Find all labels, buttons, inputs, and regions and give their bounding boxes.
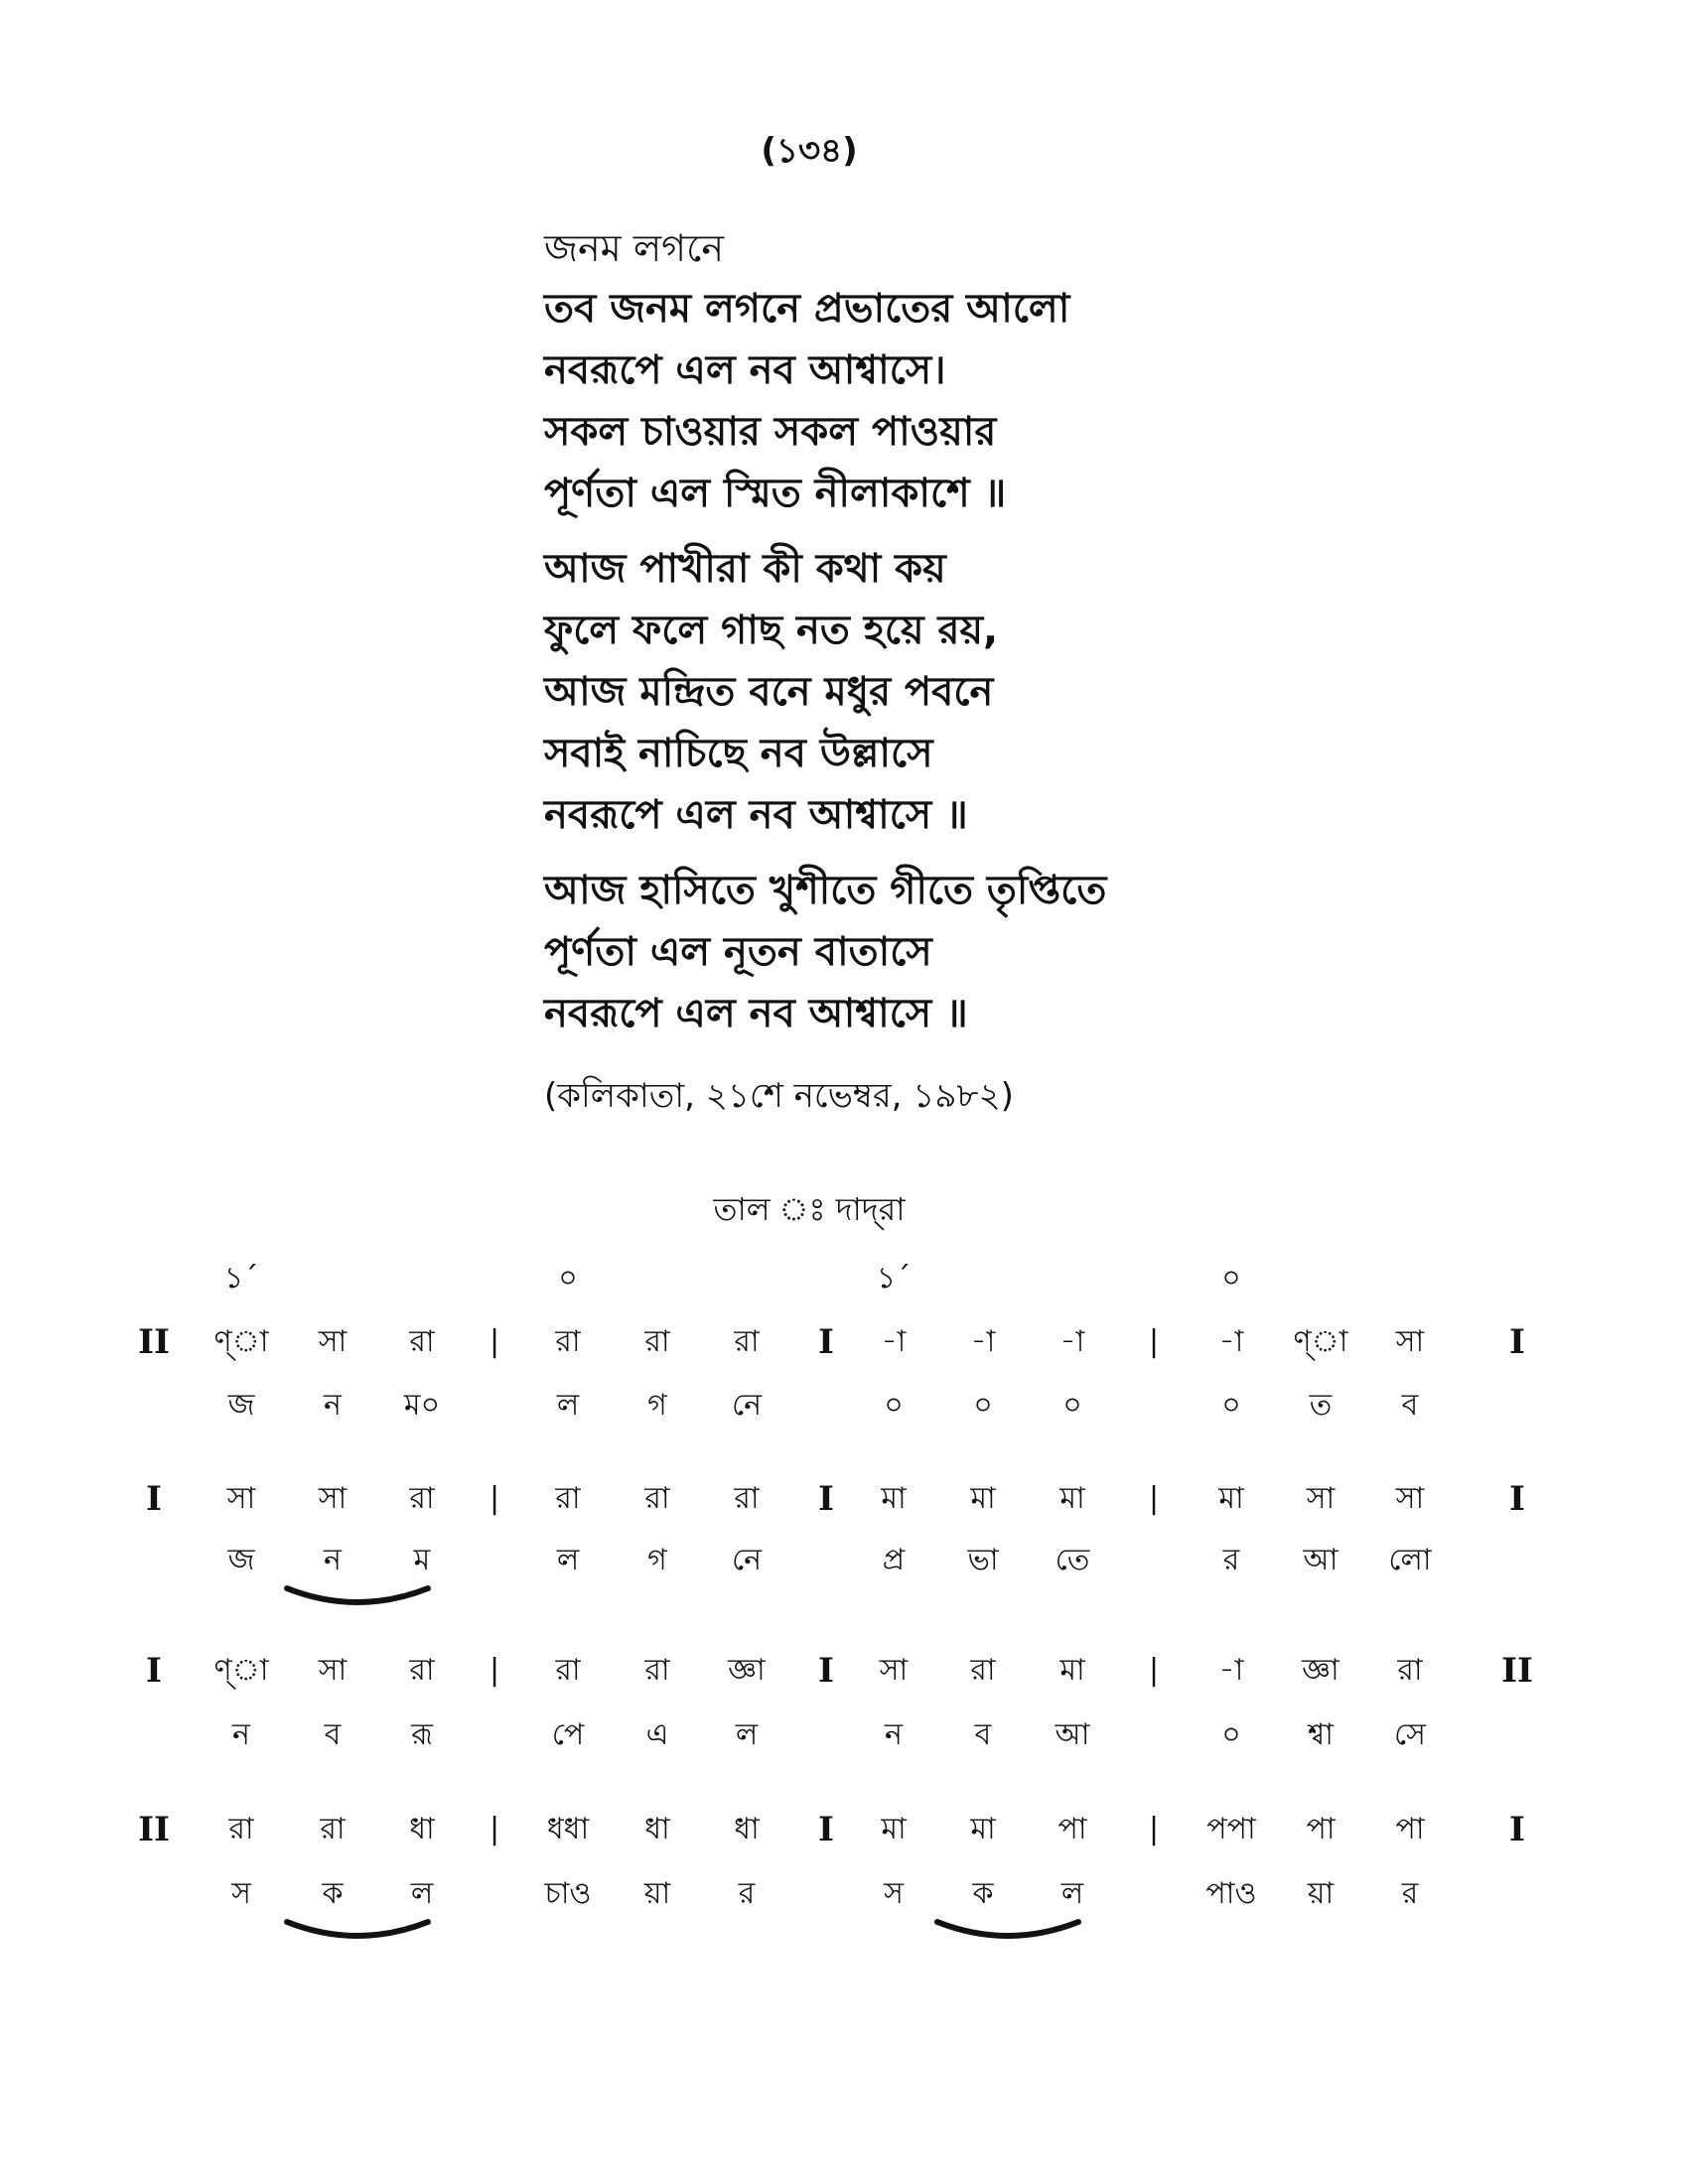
swar-note: রা [555,1481,581,1516]
bar-line: I [818,1810,834,1849]
lyric-syllable: শ্বা [1308,1717,1334,1752]
swar-note: সা [1395,1324,1425,1359]
lyric-syllable: ল [556,1543,580,1577]
lyric-syllable: ব [1401,1388,1419,1423]
composition-date: (কলিকাতা, ২১শে নভেম্বর, ১৯৮২) [544,1076,1014,1116]
lyric-syllable: ন [232,1717,250,1752]
lyric-syllable: জ [227,1388,255,1423]
bar-line: I [818,1651,834,1691]
lyric-syllable: পাও [1205,1876,1257,1911]
swar-note: -া [1218,1653,1244,1688]
swar-note: মা [1059,1653,1085,1688]
swar-note: সা [318,1481,348,1516]
bar-line: | [1148,1324,1160,1359]
bar-line: I [1509,1479,1525,1519]
lyric-syllable: ০ [1221,1388,1241,1423]
swar-note: মা [970,1812,996,1846]
beat-mark: ০ [558,1261,578,1296]
swar-note: ণ্‌া [1293,1324,1348,1359]
swar-note: সা [226,1481,256,1516]
swar-note: রা [1397,1653,1423,1688]
lyric-syllable: তে [1055,1543,1090,1577]
swar-note: পা [1057,1812,1087,1846]
lyric-syllable: আ [1303,1543,1338,1577]
bar-line: | [489,1324,500,1359]
swar-note: মা [881,1812,907,1846]
lyric-syllable: ব [324,1717,342,1752]
swar-note: পা [1306,1812,1336,1846]
bar-line: | [1148,1653,1160,1688]
swar-note: রা [644,1324,670,1359]
lyric-line: তব জনম লগনে প্রভাতের আলো [544,286,1070,332]
lyric-syllable: ম [413,1543,431,1577]
lyric-syllable: আ [1055,1717,1090,1752]
lyric-line: পূর্ণতা এল নূতন বাতাসে [544,929,932,975]
swar-note: পা [1395,1812,1425,1846]
swar-note: -া [1059,1324,1085,1359]
lyric-syllable: স [231,1876,251,1911]
swar-note: জ্ঞা [728,1653,766,1688]
slur-mark [283,1916,432,1946]
lyric-syllable: চাও [544,1876,592,1911]
page-number: (১৩৪) [761,131,858,171]
swar-note: রা [644,1481,670,1516]
lyric-syllable: নে [731,1543,763,1577]
lyric-line: আজ হাসিতে খুশীতে গীতে তৃপ্তিতে [544,868,1107,913]
bar-line: | [1148,1812,1160,1846]
lyric-line: আজ মন্দ্রিত বনে মধুর পবনে [544,669,994,715]
lyric-syllable: প্র [882,1543,906,1577]
swar-note: মা [1218,1481,1244,1516]
lyric-syllable: লো [1388,1543,1432,1577]
bar-line: I [818,1479,834,1519]
bar-line: | [489,1812,500,1846]
swar-note: সা [1306,1481,1336,1516]
lyric-syllable: ০ [1062,1388,1082,1423]
lyric-line: নবরূপে এল নব আশ্বাসে ॥ [544,991,968,1036]
swar-note: -া [881,1324,907,1359]
swar-note: -া [1218,1324,1244,1359]
swar-note: সা [879,1653,909,1688]
lyric-syllable: ল [735,1717,759,1752]
beat-mark: ১´ [876,1261,912,1296]
swar-note: রা [228,1812,254,1846]
swar-note: সা [1395,1481,1425,1516]
tala-heading: তাল ঃ দাদ্‌রা [713,1190,906,1228]
lyric-syllable: ০ [973,1388,993,1423]
swar-note: সা [318,1653,348,1688]
bar-line: I [818,1322,834,1362]
swar-note: রা [734,1324,760,1359]
bar-line: I [1509,1810,1525,1849]
swar-note: রা [409,1324,435,1359]
lyric-syllable: য়া [1307,1876,1335,1911]
swar-note: ণ্‌া [213,1324,269,1359]
slur-mark [933,1916,1082,1946]
bar-line: II [138,1322,170,1362]
lyric-syllable: ল [556,1388,580,1423]
bar-line: | [489,1481,500,1516]
lyric-line: ফুলে ফলে গাছ নত হয়ে রয়, [544,608,999,653]
lyric-syllable: র [1401,1876,1419,1911]
swar-note: রা [555,1324,581,1359]
lyric-syllable: পে [551,1717,585,1752]
lyric-syllable: এ [645,1717,669,1752]
lyric-syllable: ন [885,1717,903,1752]
swar-note: রা [555,1653,581,1688]
lyric-syllable: ক [972,1876,994,1911]
bar-line: II [138,1810,170,1849]
lyric-syllable: ল [1060,1876,1084,1911]
lyric-syllable: গ [647,1388,667,1423]
beat-mark: ০ [1221,1261,1241,1296]
lyric-syllable: ন [324,1543,342,1577]
lyric-line: নবরূপে এল নব আশ্বাসে। [544,347,946,393]
song-title: জনম লগনে [544,226,725,270]
lyric-syllable: ন [324,1388,342,1423]
lyric-syllable: ০ [884,1388,904,1423]
lyric-syllable: ক [322,1876,344,1911]
swar-note: রা [409,1481,435,1516]
swar-note: ধধা [546,1812,590,1846]
swar-note: রা [970,1653,996,1688]
slur-mark [283,1582,432,1612]
swar-note: রা [320,1812,346,1846]
lyric-line: সবাই নাচিছে নব উল্লাসে [544,731,933,776]
lyric-syllable: ল [410,1876,434,1911]
lyric-syllable: র [1222,1543,1240,1577]
bar-line: | [1148,1481,1160,1516]
bar-line: | [489,1653,500,1688]
swar-note: পপা [1206,1812,1256,1846]
bar-line: II [1501,1651,1533,1691]
lyric-syllable: ত [1309,1388,1333,1423]
lyric-line: পূর্ণতা এল স্মিত নীলাকাশে ॥ [544,471,1007,516]
lyric-syllable: ব [974,1717,992,1752]
lyric-syllable: স [884,1876,904,1911]
swar-note: -া [970,1324,996,1359]
lyric-line: আজ পাখীরা কী কথা কয় [544,546,946,592]
lyric-syllable: সে [1394,1717,1426,1752]
lyric-line: নবরূপে এল নব আশ্বাসে ॥ [544,792,968,838]
swar-note: মা [970,1481,996,1516]
beat-mark: ১´ [223,1261,259,1296]
swar-note: রা [734,1481,760,1516]
lyric-syllable: র [738,1876,756,1911]
swar-note: মা [1059,1481,1085,1516]
swar-note: ধা [734,1812,760,1846]
lyric-syllable: ০ [1221,1717,1241,1752]
lyric-syllable: জ [227,1543,255,1577]
lyric-syllable: নে [731,1388,763,1423]
swar-note: মা [881,1481,907,1516]
bar-line: I [1509,1322,1525,1362]
swar-note: ধা [409,1812,435,1846]
bar-line: I [146,1479,162,1519]
lyric-syllable: গ [647,1543,667,1577]
swar-note: জ্ঞা [1302,1653,1339,1688]
bar-line: I [146,1651,162,1691]
swar-note: ণ্‌া [213,1653,269,1688]
lyric-syllable: য়া [643,1876,671,1911]
lyric-syllable: ভা [967,1543,999,1577]
lyric-syllable: ম০ [403,1388,441,1423]
swar-note: ধা [644,1812,670,1846]
swar-note: সা [318,1324,348,1359]
lyric-line: সকল চাওয়ার সকল পাওয়ার [544,409,997,455]
lyric-syllable: রূ [411,1717,433,1752]
swar-note: রা [644,1653,670,1688]
swar-note: রা [409,1653,435,1688]
